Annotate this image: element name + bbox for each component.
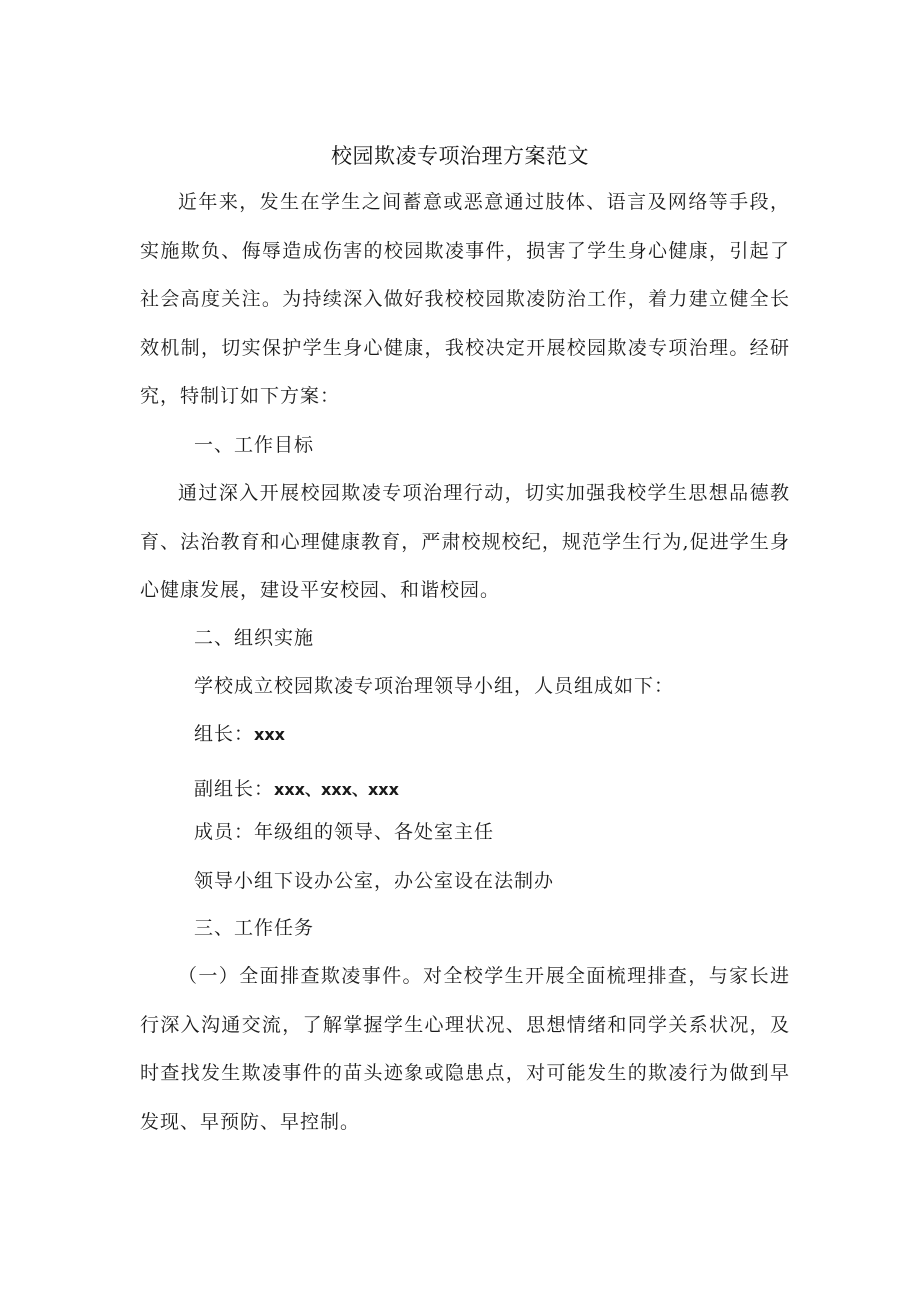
leader-label: 组长： <box>194 723 255 745</box>
deputy-label: 副组长： <box>194 778 275 800</box>
organization-intro: 学校成立校园欺凌专项治理领导小组，人员组成如下： <box>194 675 675 697</box>
goals-paragraph: 通过深入开展校园欺凌专项治理行动，切实加强我校学生思想品德教育、法治教育和心理健康教育，严肃校规校纪，规范学生行为,促进学生身心健康发展，建设平安校园、和谐校园。 <box>140 482 790 601</box>
members-line: 成员：年级组的领导、各处室主任 <box>194 821 495 843</box>
section-heading-tasks: 三、工作任务 <box>194 917 315 939</box>
deputy-leader-line <box>194 774 399 805</box>
section-heading-organization: 二、组织实施 <box>194 627 315 649</box>
section-heading-goals: 一、工作目标 <box>194 434 315 456</box>
document-title: 校园欺凌专项治理方案范文 <box>331 144 589 168</box>
task-1-paragraph: （一）全面排查欺凌事件。对全校学生开展全面梳理排查，与家长进行深入沟通交流，了解掌握学生心理状况、思想情绪和同学关系状况，及时查找发生欺凌事件的苗头迹象或隐患点，对可能发生的欺凌行为做到早发现、早预防、早控制。 <box>140 965 790 1133</box>
leader-line <box>194 719 285 750</box>
leader-name: xxx <box>254 725 285 744</box>
office-line: 领导小组下设办公室，办公室设在法制办 <box>194 870 555 892</box>
deputy-names: xxx、xxx、xxx <box>274 780 399 799</box>
intro-paragraph: 近年来，发生在学生之间蓄意或恶意通过肢体、语言及网络等手段，实施欺负、侮辱造成伤害的校园欺凌事件，损害了学生身心健康，引起了社会高度关注。为持续深入做好我校校园欺凌防治工作，着力建立健全长效机制，切实保护学生身心健康，我校决定开展校园欺凌专项治理。经研究，特制订如下方案： <box>140 191 790 407</box>
